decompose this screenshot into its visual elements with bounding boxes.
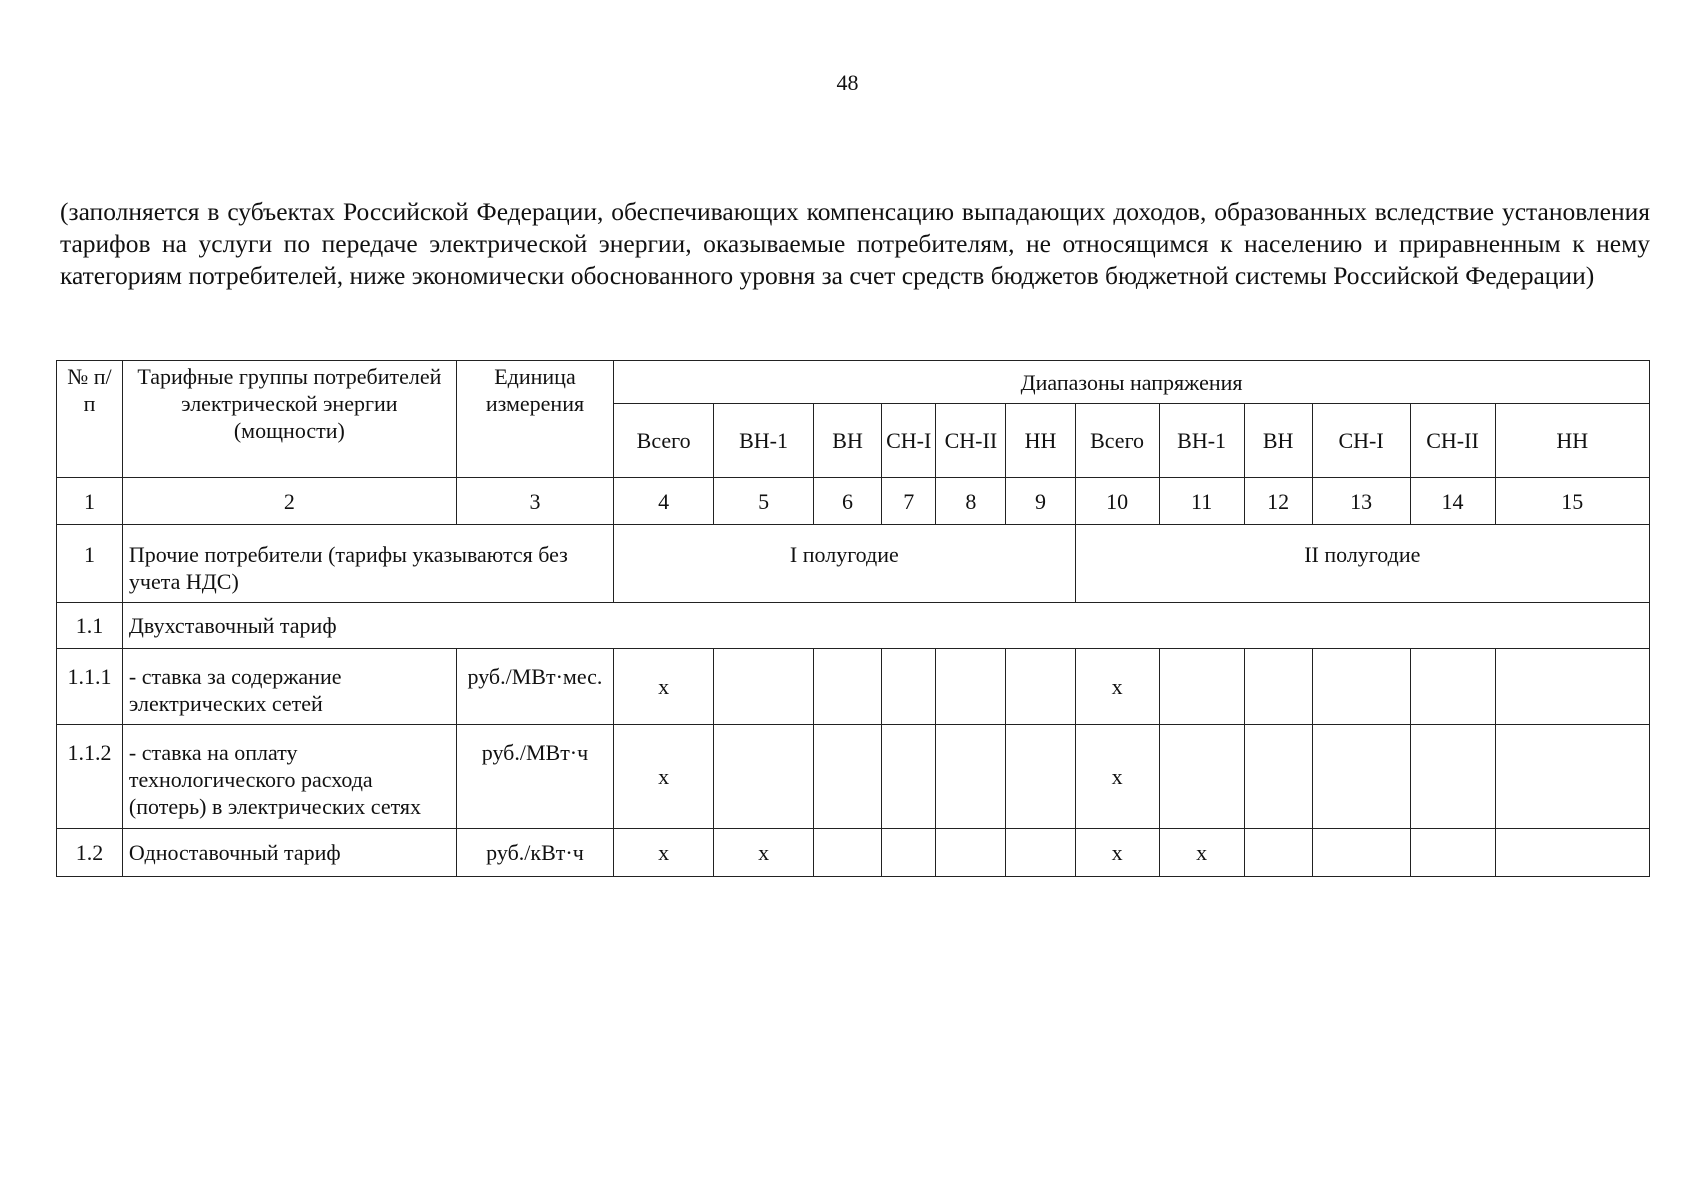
header-sub: ВН-1 (1159, 404, 1244, 478)
col-number: 9 (1006, 478, 1075, 525)
col-number: 14 (1410, 478, 1495, 525)
row-num: 1.2 (57, 829, 123, 877)
cell-mark (936, 649, 1006, 725)
col-number: 2 (122, 478, 456, 525)
header-sub: НН (1006, 404, 1075, 478)
cell-mark: х (1159, 829, 1244, 877)
cell-mark (1006, 829, 1075, 877)
header-sub: ВН-1 (714, 404, 814, 478)
col-number: 11 (1159, 478, 1244, 525)
row-label: Прочие потребители (тарифы указываются без учета НДС) (122, 525, 613, 603)
col-number: 10 (1075, 478, 1159, 525)
cell-mark: х (714, 829, 814, 877)
col-number: 15 (1495, 478, 1649, 525)
col-number: 4 (614, 478, 714, 525)
cell-mark (1006, 649, 1075, 725)
header-sub: ВН (1244, 404, 1312, 478)
row-num: 1 (57, 525, 123, 603)
row-num: 1.1.2 (57, 725, 123, 829)
col-number: 6 (814, 478, 882, 525)
page-number: 48 (836, 70, 859, 95)
cell-mark: х (1075, 725, 1159, 829)
cell-mark (1410, 725, 1495, 829)
cell-mark (1006, 725, 1075, 829)
cell-mark: х (1075, 829, 1159, 877)
header-ranges: Диапазоны напряжения (614, 361, 1650, 404)
cell-mark (1159, 649, 1244, 725)
cell-mark (1410, 649, 1495, 725)
cell-mark (1312, 829, 1410, 877)
header-groups: Тарифные группы потребителей электрической энергии (мощности) (122, 361, 456, 478)
cell-mark (814, 725, 882, 829)
cell-mark (936, 829, 1006, 877)
row-num: 1.1.1 (57, 649, 123, 725)
cell-mark (1410, 829, 1495, 877)
col-number: 5 (714, 478, 814, 525)
half-year-1: I полугодие (614, 525, 1075, 603)
cell-mark: х (614, 649, 714, 725)
row-label: - ставка на оплату технологического расхода (потерь) в электрических сетях (122, 725, 456, 829)
cell-mark (882, 649, 936, 725)
cell-mark: х (614, 829, 714, 877)
header-sub: Всего (614, 404, 714, 478)
intro-text: (заполняется в субъектах Российской Федерации, обеспечивающих компенсацию выпадающих доходов, образованных вследствие установления тарифов на услуги по передаче электрической энергии, оказываемые потребителям, не относящимся к населению и приравненным к нему категориям потребителей, ниже экономически обоснованного уровня за счет средств бюджетов бюджетной системы Российской Федерации) (60, 197, 1650, 290)
header-sub: ВН (814, 404, 882, 478)
cell-mark (1312, 649, 1410, 725)
cell-mark (1495, 829, 1649, 877)
col-number: 12 (1244, 478, 1312, 525)
col-number: 1 (57, 478, 123, 525)
header-unit: Единица измерения (456, 361, 613, 478)
cell-mark: х (1075, 649, 1159, 725)
row-label: Двухставочный тариф (122, 603, 1649, 649)
col-number: 13 (1312, 478, 1410, 525)
half-year-2: II полугодие (1075, 525, 1649, 603)
header-sub: СН-I (882, 404, 936, 478)
cell-mark (814, 649, 882, 725)
cell-mark (1244, 829, 1312, 877)
cell-mark (1312, 725, 1410, 829)
header-sub: СН-II (936, 404, 1006, 478)
cell-mark (714, 725, 814, 829)
row-num: 1.1 (57, 603, 123, 649)
cell-mark (882, 829, 936, 877)
header-sub: СН-II (1410, 404, 1495, 478)
header-num: № п/п (57, 361, 123, 478)
cell-mark (1495, 649, 1649, 725)
row-unit: руб./кВт·ч (456, 829, 613, 877)
col-number: 8 (936, 478, 1006, 525)
cell-mark (814, 829, 882, 877)
col-number: 3 (456, 478, 613, 525)
cell-mark (882, 725, 936, 829)
cell-mark (714, 649, 814, 725)
header-sub: СН-I (1312, 404, 1410, 478)
row-unit: руб./МВт·мес. (456, 649, 613, 725)
row-unit: руб./МВт·ч (456, 725, 613, 829)
header-sub: НН (1495, 404, 1649, 478)
cell-mark (936, 725, 1006, 829)
cell-mark (1495, 725, 1649, 829)
row-label: - ставка за содержание электрических сетей (122, 649, 456, 725)
cell-mark: х (614, 725, 714, 829)
cell-mark (1159, 725, 1244, 829)
col-number: 7 (882, 478, 936, 525)
cell-mark (1244, 725, 1312, 829)
header-sub: Всего (1075, 404, 1159, 478)
tariff-table (56, 360, 1650, 877)
row-label: Одноставочный тариф (122, 829, 456, 877)
cell-mark (1244, 649, 1312, 725)
